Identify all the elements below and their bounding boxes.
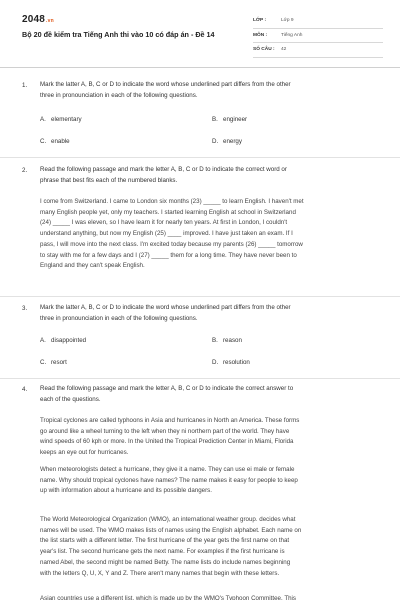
passage-line: England and they can't speak English. bbox=[40, 262, 145, 270]
option-letter: C. bbox=[40, 359, 47, 366]
prompt-line: three in pronounciation in each of the following questions. bbox=[40, 314, 198, 322]
question-divider bbox=[0, 296, 400, 297]
passage-line: go around like a wheel turning to the left when they ni northern part of the world. They have bbox=[40, 427, 290, 435]
meta-value: 42 bbox=[281, 47, 287, 53]
question-divider bbox=[0, 378, 400, 379]
passage-line: with the letters Q, U, X, Y and Z. There aren't many names that begin with these letters. bbox=[40, 569, 280, 577]
option-text: resolution bbox=[223, 359, 250, 366]
passage-line: understand anything, but now my English (25) ____ improved. I have just taken an exam. If I bbox=[40, 230, 293, 238]
option-letter: B. bbox=[212, 116, 218, 123]
passage-paragraph-3 bbox=[40, 515, 378, 579]
prompt-line: phrase that best fits each of the numbered blanks. bbox=[40, 176, 178, 184]
passage-line: many English people yet, only my teachers. I started learning English at school in Switzerland bbox=[40, 208, 296, 216]
option-c[interactable] bbox=[40, 138, 70, 145]
meta-value: Lớp 9 bbox=[281, 18, 294, 24]
option-d[interactable] bbox=[212, 138, 242, 145]
question-prompt bbox=[40, 384, 376, 405]
header-divider bbox=[0, 67, 400, 68]
option-letter: A. bbox=[40, 337, 46, 344]
option-text: disappointed bbox=[51, 337, 87, 344]
option-text: elementary bbox=[51, 116, 82, 123]
passage-paragraph-1 bbox=[40, 416, 378, 459]
document-title: Bộ 20 đề kiểm tra Tiếng Anh thi vào 10 có đáp án - Đề 14 bbox=[22, 30, 215, 39]
passage-paragraph-2 bbox=[40, 465, 378, 497]
option-text: reason bbox=[223, 337, 242, 344]
question-number: 3. bbox=[22, 305, 28, 312]
passage-line: to stay with me for a few days and I (27) _____ them for a long time. They have never been to bbox=[40, 251, 297, 259]
document-meta bbox=[253, 14, 383, 58]
meta-label: SỐ CÂU : bbox=[253, 47, 275, 53]
passage-line: named Abel, the second might be named Betty. The name lists do include names beginning bbox=[40, 558, 291, 566]
option-letter: C. bbox=[40, 138, 47, 145]
passage-line: The World Meteorological Organization (WMO), an international weather group. decides what bbox=[40, 516, 296, 523]
option-b[interactable] bbox=[212, 116, 247, 123]
logo-text: 2048 bbox=[22, 14, 46, 25]
passage-line: wind speeds of 60 kph or more. In the United the Tropical Prediction Center in Miami, Florida bbox=[40, 438, 294, 446]
passage-line: When meteorologists detect a hurricane, they give it a name. They can use ei male or female bbox=[40, 466, 295, 473]
option-letter: B. bbox=[212, 337, 218, 344]
passage-line: Asian countries use a different list, which is made up by the WMO's Typhoon Committee. This bbox=[40, 595, 297, 600]
prompt-line: Mark the latter A, B, C or D to indicate the word whose underlined part differs from the other bbox=[40, 81, 291, 88]
passage-line: I come from Switzerland. I came to London six months (23) _____ to learn English. I haven't met bbox=[40, 198, 304, 205]
question-prompt bbox=[40, 303, 376, 324]
reading-passage bbox=[40, 197, 378, 272]
logo-suffix: .vn bbox=[46, 18, 54, 24]
passage-line: (24) _____ I was eleven, so I have learn it for nearly ten years. At first in London, I couldn't bbox=[40, 219, 288, 227]
option-a[interactable] bbox=[40, 337, 86, 344]
option-text: engineer bbox=[223, 116, 248, 123]
passage-line: name. Why should tropical cyclones have names? The name makes it easy for people to keep bbox=[40, 476, 298, 484]
passage-line: up with information about a hurricane and its possible dangers. bbox=[40, 487, 212, 495]
question-number: 2. bbox=[22, 167, 28, 174]
passage-line: keeps an eye out for hurricanes. bbox=[40, 449, 129, 457]
meta-row-class bbox=[253, 14, 383, 29]
option-d[interactable] bbox=[212, 359, 250, 366]
question-prompt bbox=[40, 80, 376, 101]
option-a[interactable] bbox=[40, 116, 82, 123]
option-text: energy bbox=[223, 138, 242, 145]
option-letter: D. bbox=[212, 138, 219, 145]
meta-label: LỚP : bbox=[253, 18, 267, 24]
meta-label: MÔN : bbox=[253, 32, 268, 38]
meta-value: Tiếng Anh bbox=[281, 32, 303, 38]
question-number: 1. bbox=[22, 82, 28, 89]
passage-line: year's list. The second hurricane gets the next name. For examples if the first hurricane is bbox=[40, 548, 285, 556]
option-letter: D. bbox=[212, 359, 219, 366]
prompt-line: Read the following passage and mark the letter A, B, C or D to indicate the correct answer to bbox=[40, 385, 294, 392]
site-logo[interactable] bbox=[22, 14, 54, 25]
passage-line: the list starts with a different letter. The first hurricane of the year gets the first name on that bbox=[40, 537, 290, 545]
prompt-line: each of the questions. bbox=[40, 395, 101, 403]
question-number: 4. bbox=[22, 386, 28, 393]
meta-row-subject bbox=[253, 29, 383, 44]
question-divider bbox=[0, 157, 400, 158]
option-c[interactable] bbox=[40, 359, 67, 366]
option-b[interactable] bbox=[212, 337, 242, 344]
meta-row-count bbox=[253, 43, 383, 58]
passage-paragraph-4 bbox=[40, 594, 378, 600]
option-text: enable bbox=[51, 138, 70, 145]
passage-line: pass, I will move into the next class. I'm excited today because my parents (26) _____ tomorrow bbox=[40, 240, 303, 248]
document-header bbox=[0, 0, 400, 68]
prompt-line: Read the following passage and mark the letter A, B, C or D to indicate the correct word or bbox=[40, 166, 287, 173]
prompt-line: three in pronounciation in each of the following questions. bbox=[40, 91, 198, 99]
option-text: resort bbox=[51, 359, 67, 366]
passage-line: names will be used. The WMO makes lists of names using the English alphabet. Each name on bbox=[40, 526, 302, 534]
question-prompt bbox=[40, 165, 376, 186]
option-letter: A. bbox=[40, 116, 46, 123]
passage-line: Tropical cyclones are called typhoons in Asia and hurricanes in North an America. These forms bbox=[40, 417, 300, 424]
prompt-line: Mark the latter A, B, C or D to indicate the word whose underlined part differs from the other bbox=[40, 304, 291, 311]
